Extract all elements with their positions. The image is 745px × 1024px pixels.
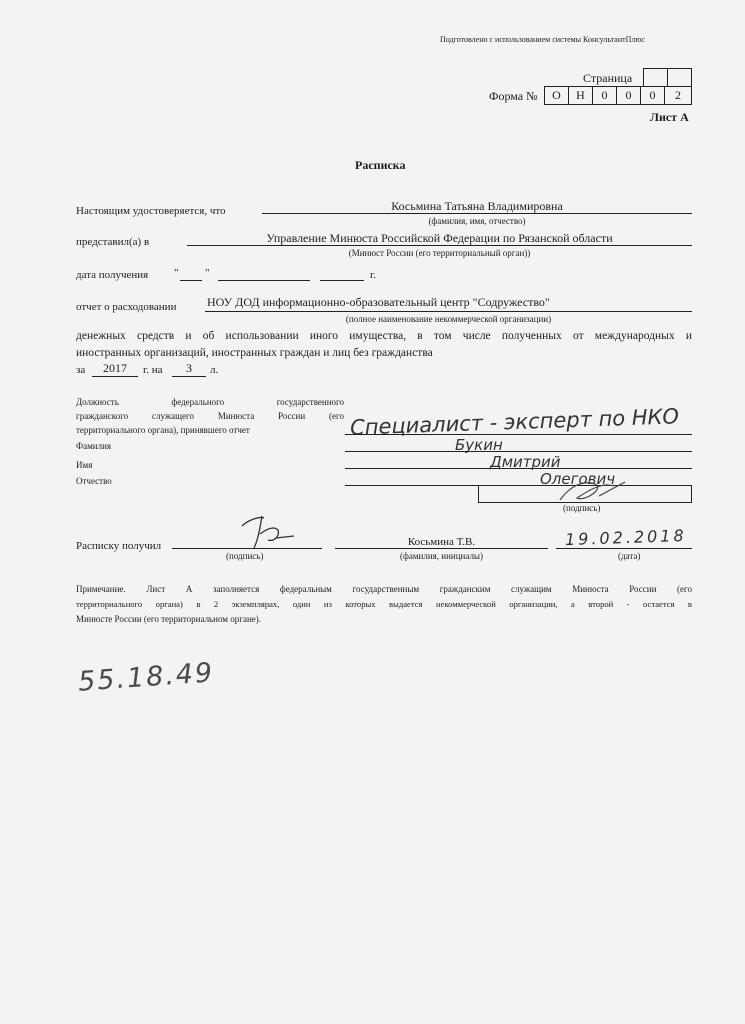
name-underline	[345, 468, 692, 469]
period-prefix: за	[76, 364, 86, 376]
receipt-date-value: 19.02.2018	[564, 525, 687, 550]
certify-underline	[262, 213, 692, 214]
form-number-cell: 0	[640, 86, 665, 105]
report-caption: (полное наименование некоммерческой организации)	[345, 314, 552, 324]
receipt-date-caption: (дата)	[618, 551, 641, 561]
position-value: Специалист - эксперт по НКО	[349, 404, 680, 440]
sheet-label: Лист А	[650, 110, 689, 124]
page-cell-1	[643, 68, 668, 87]
position-word: государственного	[276, 397, 344, 407]
position-label-line2	[76, 411, 344, 422]
period-year: 2017	[103, 361, 127, 375]
name-value: Дмитрий	[490, 453, 561, 471]
position-label-line3: территориального органа), принявшего отчет	[76, 425, 250, 435]
note-line3: Минюсте России (его территориальном органе).	[76, 614, 261, 624]
official-signature-image	[555, 476, 635, 506]
form-number-cell: 2	[664, 86, 692, 105]
position-word: Минюста	[217, 411, 255, 421]
received-date-label: дата получения	[76, 269, 149, 281]
submitted-value: Управление Минюста Российской Федерации по Рязанской области	[266, 231, 613, 245]
date-quote-open: "	[174, 267, 179, 279]
position-underline	[345, 434, 692, 435]
report-text-line1: денежных средств и об использовании иного имущества, в том числе полученных от международных и	[76, 330, 692, 342]
surname-label: Фамилия	[76, 441, 112, 451]
name-label: Имя	[76, 460, 93, 470]
date-year-underline	[320, 280, 364, 281]
position-label-line1	[76, 397, 344, 408]
note-line2: территориального органа) в 2 экземплярах, один из которых выдается некоммерческой организации, а второй - остается в	[76, 599, 692, 609]
period-suffix: л.	[210, 364, 219, 376]
certify-caption: (фамилия, имя, отчество)	[428, 216, 526, 226]
surname-value: Букин	[455, 436, 503, 454]
certify-value: Косьмина Татьяна Владимировна	[391, 199, 563, 213]
receipt-signature-image	[238, 512, 298, 552]
submitted-caption: (Минюст России (его территориальный орган))	[348, 248, 531, 258]
date-year-suffix: г.	[370, 269, 377, 281]
submitted-underline	[187, 245, 692, 246]
report-label: отчет о расходовании	[76, 301, 177, 313]
document-title: Расписка	[355, 158, 406, 172]
receipt-name-value: Косьмина Т.В.	[407, 536, 476, 548]
receipt-name-caption: (фамилия, инициалы)	[400, 551, 483, 561]
position-word: России	[278, 411, 306, 421]
position-word: гражданского	[76, 411, 129, 421]
page-label: Страница	[583, 71, 633, 85]
receipt-name-underline	[335, 548, 548, 549]
patronymic-value: Олегович	[540, 470, 616, 488]
date-day-underline	[180, 280, 202, 281]
note-line1: Примечание. Лист А заполняется федеральным государственным гражданским служащим Минюста России (его	[76, 584, 692, 594]
position-word: Должность	[76, 397, 119, 407]
report-org-value: НОУ ДОД информационно-образовательный центр "Содружество"	[207, 295, 550, 309]
date-month-underline	[218, 280, 310, 281]
period-count-underline	[172, 376, 206, 377]
form-number-cell: 0	[592, 86, 617, 105]
date-quote-close: "	[205, 267, 210, 279]
period-year-underline	[92, 376, 138, 377]
form-number-label: Форма №	[489, 89, 538, 103]
position-word: федерального	[171, 397, 225, 407]
position-word: (его	[329, 411, 344, 421]
form-number-cell: О	[544, 86, 569, 105]
report-underline	[205, 311, 692, 312]
period-mid: г. на	[143, 364, 163, 376]
receipt-date-underline	[556, 548, 692, 549]
form-number-cell: 0	[616, 86, 641, 105]
patronymic-label: Отчество	[76, 476, 112, 486]
certify-label: Настоящим удостоверяется, что	[76, 205, 226, 217]
official-signature-caption: (подпись)	[563, 503, 601, 513]
position-word: служащего	[152, 411, 194, 421]
submitted-label: представил(а) в	[76, 236, 150, 248]
page-cell-2	[667, 68, 692, 87]
form-number-cell: Н	[568, 86, 593, 105]
handwritten-number: 55.18.49	[77, 657, 216, 698]
receipt-signature-caption: (подпись)	[226, 551, 264, 561]
surname-underline	[345, 451, 692, 452]
receipt-label: Расписку получил	[76, 540, 162, 552]
period-count: 3	[186, 361, 192, 375]
prepared-note: Подготовлено с использованием системы КонсультантПлюс	[440, 35, 645, 44]
report-text-line2: иностранных организаций, иностранных граждан и лиц без гражданства	[76, 347, 433, 359]
